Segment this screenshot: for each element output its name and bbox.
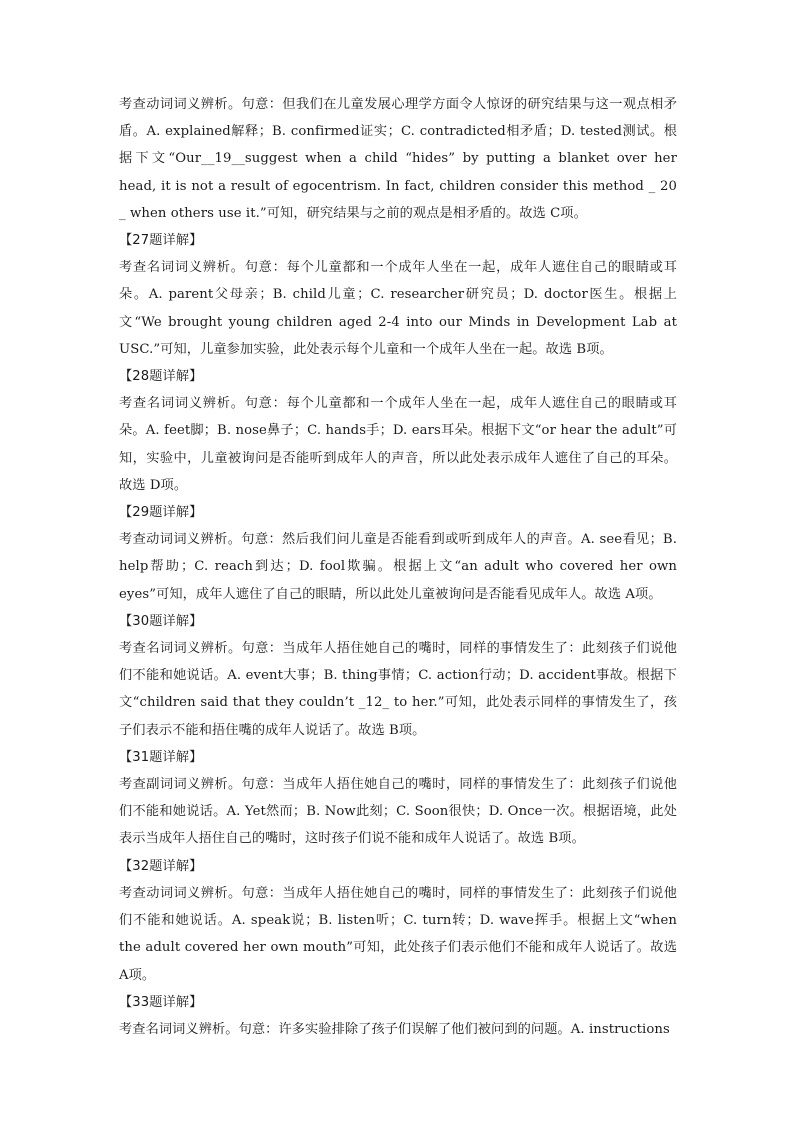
heading-28: 【28题详解】 xyxy=(119,369,203,385)
heading-30: 【30题详解】 xyxy=(119,613,203,629)
paragraph-26-explanation: 考查动词词义辨析。句意：但我们在儿童发展心理学方面令人惊讶的研究结果与这一观点相矛盾。A. explained解释；B. confirmed证实；C. contradicted相矛盾；D. tested测试。根据下文“Our__19__suggest when a child “hides” by putting a blanket over her head, it is not a result of egocentrism. In fact, children consider this method _ 20 _ when others use it.”可知，研究结果与之前的观点是相矛盾的。故选 C项。 xyxy=(119,97,677,221)
paragraph-32-explanation: 考查动词词义辨析。句意：当成年人捂住她自己的嘴时，同样的事情发生了：此刻孩子们说他们不能和她说话。A. speak说；B. listen听；C. turn转；D. wave挥手。根据上文“when the adult covered her own mouth”可知，此处孩子们表示他们不能和成年人说话了。故选 A项。 xyxy=(119,885,677,983)
paragraph-28-explanation: 考查名词词义辨析。句意：每个儿童都和一个成年人坐在一起，成年人遮住自己的眼睛或耳朵。A. feet脚；B. nose鼻子；C. hands手；D. ears耳朵。根据下文“or hear the adult”可知，实验中，儿童被询问是否能听到成年人的声音，所以此处表示成年人遮住了自己的耳朵。故选 D项。 xyxy=(119,396,677,493)
heading-29: 【29题详解】 xyxy=(119,505,203,521)
paragraph-30-explanation: 考查名词词义辨析。句意：当成年人捂住她自己的嘴时，同样的事情发生了：此刻孩子们说他们不能和她说话。A. event大事；B. thing事情；C. action行动；D. accident事故。根据下文“children said that they couldn’t _12_ to her.”可知，此处表示同样的事情发生了，孩子们表示不能和捂住嘴的成年人说话了。故选 B项。 xyxy=(119,641,677,738)
heading-27: 【27题详解】 xyxy=(119,233,203,249)
heading-31: 【31题详解】 xyxy=(119,749,203,765)
paragraph-29-explanation: 考查动词词义辨析。句意：然后我们问儿童是否能看到或听到成年人的声音。A. see看见；B. help帮助；C. reach到达；D. fool欺骗。根据上文“an adult who covered her own eyes”可知，成年人遮住了自己的眼睛，所以此处儿童被询问是否能看见成年人。故选 A项。 xyxy=(119,532,677,602)
paragraph-33-explanation: 考查名词词义辨析。句意：许多实验排除了孩子们误解了他们被问到的问题。A. instructions xyxy=(119,1021,670,1037)
paragraph-31-explanation: 考查副词词义辨析。句意：当成年人捂住她自己的嘴时，同样的事情发生了：此刻孩子们说他们不能和她说话。A. Yet然而；B. Now此刻；C. Soon很快；D. Once一次。根据语境，此处表示当成年人捂住自己的嘴时，这时孩子们说不能和成年人说话了。故选 B项。 xyxy=(119,777,677,847)
heading-33: 【33题详解】 xyxy=(119,994,203,1010)
heading-32: 【32题详解】 xyxy=(119,858,203,874)
paragraph-27-explanation: 考查名词词义辨析。句意：每个儿童都和一个成年人坐在一起，成年人遮住自己的眼睛或耳朵。A. parent父母亲；B. child儿童；C. researcher研究员；D. doctor医生。根据上文“We brought young children aged 2-4 into our Minds in Development Lab at USC.”可知，儿童参加实验，此处表示每个儿童和一个成年人坐在一起。故选 B项。 xyxy=(119,260,677,357)
document-body xyxy=(119,91,677,1043)
